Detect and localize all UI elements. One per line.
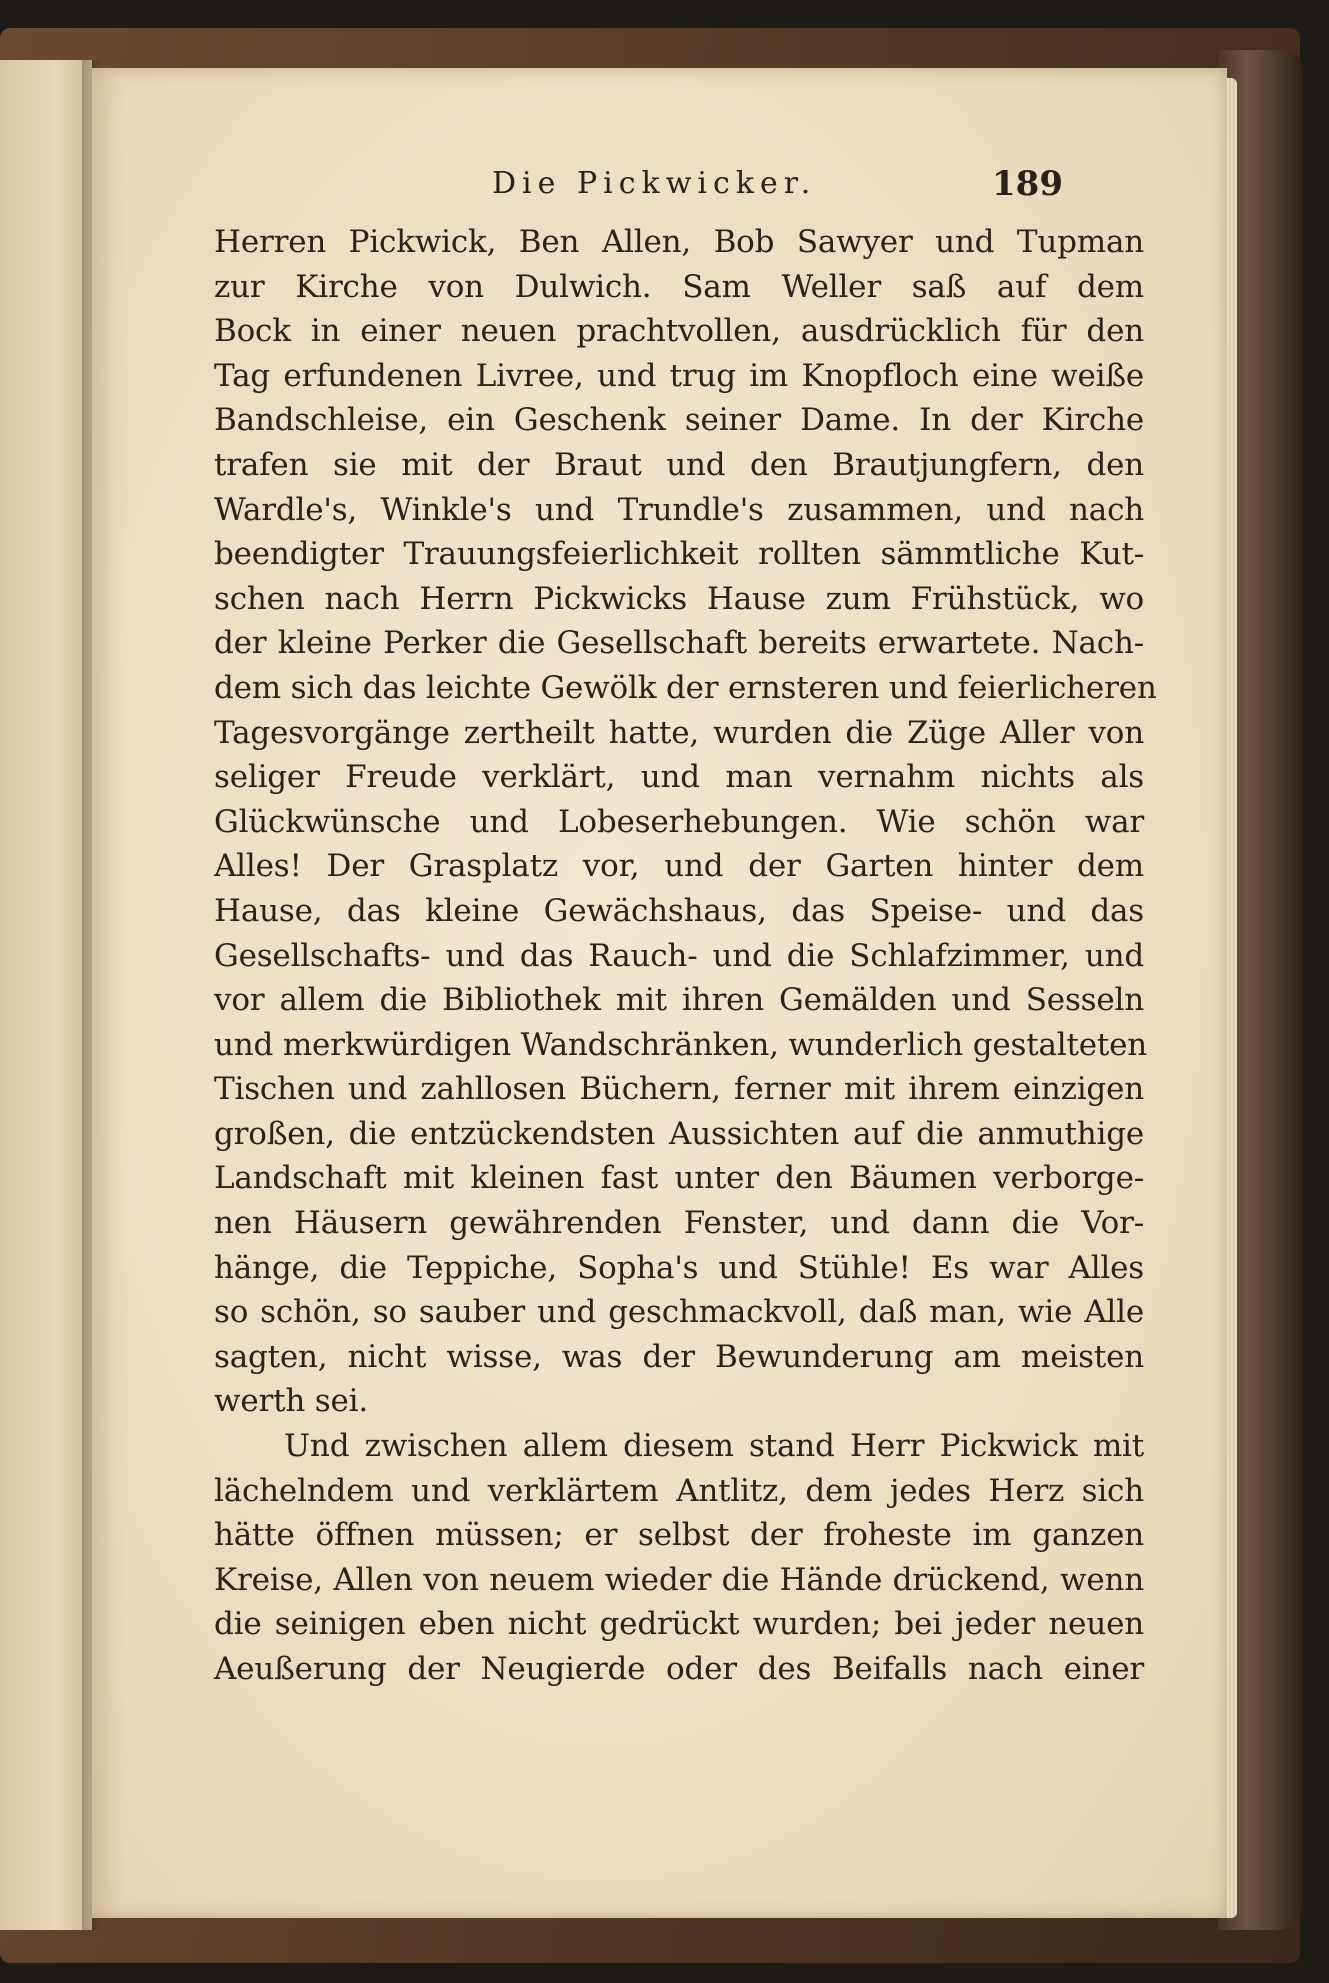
text-line: Herren Pickwick, Ben Allen, Bob Sawyer und Tupman bbox=[214, 224, 1144, 260]
text-line: vor allem die Bibliothek mit ihren Gemälden und Sesseln bbox=[214, 982, 1144, 1019]
page-header bbox=[92, 166, 1227, 216]
text-line: zur Kirche von Dulwich. Sam Weller saß auf dem bbox=[214, 268, 1144, 305]
text-line: hätte öffnen müssen; er selbst der froheste im ganzen bbox=[214, 1517, 1144, 1554]
text-line: Tag erfundenen Livree, und trug im Knopfloch eine weiße bbox=[214, 357, 1144, 394]
running-title: Die Pickwicker. bbox=[492, 166, 817, 201]
text-line: die seinigen eben nicht gedrückt wurden; bei jeder neuen bbox=[214, 1606, 1144, 1643]
text-line: trafen sie mit der Braut und den Brautjungfern, den bbox=[214, 446, 1144, 483]
text-line: Wardle's, Winkle's und Trundle's zusammen, und nach bbox=[214, 491, 1144, 528]
text-line: Tischen und zahllosen Büchern, ferner mit ihrem einzigen bbox=[214, 1071, 1144, 1108]
text-line: Aeußerung der Neugierde oder des Beifalls nach einer bbox=[214, 1651, 1144, 1687]
text-line: lächelndem und verklärtem Antlitz, dem jedes Herz sich bbox=[214, 1472, 1144, 1509]
text-line: Bandschleise, ein Geschenk seiner Dame. In der Kirche bbox=[214, 402, 1144, 439]
text-line: nen Häusern gewährenden Fenster, und dann die Vor- bbox=[214, 1205, 1144, 1242]
text-line: und merkwürdigen Wandschränken, wunderlich gestalteten bbox=[214, 1026, 1148, 1063]
text-line: Landschaft mit kleinen fast unter den Bäumen verborge- bbox=[214, 1160, 1144, 1197]
book-page bbox=[92, 68, 1227, 1918]
text-line: so schön, so sauber und geschmackvoll, daß man, wie Alle bbox=[214, 1294, 1144, 1331]
text-line: hänge, die Teppiche, Sopha's und Stühle! Es war Alles bbox=[214, 1249, 1144, 1286]
facing-page-edge bbox=[0, 60, 92, 1930]
text-line: Gesellschafts- und das Rauch- und die Schlafzimmer, und bbox=[214, 937, 1144, 974]
text-line: großen, die entzückendsten Aussichten auf die anmuthige bbox=[214, 1115, 1144, 1152]
text-line: Alles! Der Grasplatz vor, und der Garten hinter dem bbox=[214, 848, 1144, 885]
text-line: Glückwünsche und Lobeserhebungen. Wie schön war bbox=[214, 803, 1144, 840]
text-line: seliger Freude verklärt, und man vernahm nichts als bbox=[214, 759, 1144, 796]
text-line: Tagesvorgänge zertheilt hatte, wurden die Züge Aller von bbox=[214, 714, 1144, 751]
text-line: schen nach Herrn Pickwicks Hause zum Frühstück, wo bbox=[214, 580, 1144, 617]
text-line: sagten, nicht wisse, was der Bewunderung am meisten bbox=[214, 1338, 1144, 1375]
body-text bbox=[214, 220, 1157, 1692]
text-line: Und zwischen allem diesem stand Herr Pickwick mit bbox=[284, 1428, 1144, 1465]
text-line: Hause, das kleine Gewächshaus, das Speise- und das bbox=[214, 892, 1144, 929]
text-line: Bock in einer neuen prachtvollen, ausdrücklich für den bbox=[214, 313, 1144, 350]
text-line: Kreise, Allen von neuem wieder die Hände drückend, wenn bbox=[214, 1561, 1144, 1598]
text-line: dem sich das leichte Gewölk der ernsteren und feierlicheren bbox=[214, 669, 1157, 706]
text-line: beendigter Trauungsfeierlichkeit rollten sämmtliche Kut- bbox=[214, 536, 1144, 573]
text-line: werth sei. bbox=[214, 1383, 368, 1420]
text-line: der kleine Perker die Gesellschaft bereits erwartete. Nach- bbox=[214, 625, 1144, 662]
page-number: 189 bbox=[992, 164, 1063, 204]
